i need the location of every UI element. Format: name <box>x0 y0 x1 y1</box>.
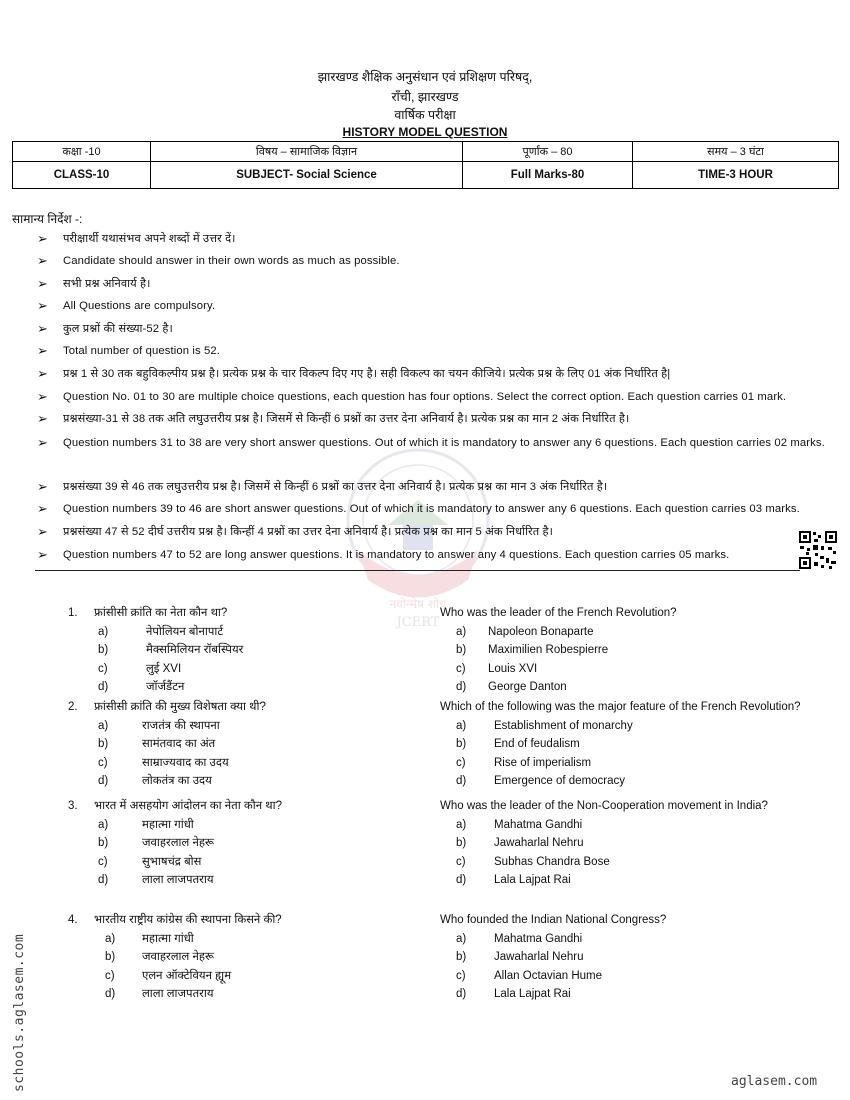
option-text-english: Mahatma Gandhi <box>494 932 583 945</box>
arrow-bullet-icon: ➢ <box>37 253 48 268</box>
option-text-hindi: महात्मा गांधी <box>142 932 194 945</box>
option-letter-hindi: c) <box>98 662 108 675</box>
option-text-english: Napoleon Bonaparte <box>488 625 594 638</box>
option-letter-hindi: d) <box>105 988 116 1001</box>
instruction-item: कुल प्रश्नों की संख्या-52 है। <box>63 323 173 335</box>
option-letter-hindi: c) <box>98 855 108 868</box>
question-text-hindi: फ्रांसीसी क्रांति का नेता कौन था? <box>94 607 228 619</box>
option-text-hindi: मैक्समिलियन रॉबस्पियर <box>146 644 244 657</box>
option-letter-english: d) <box>456 874 467 887</box>
option-text-english: Lala Lajpat Rai <box>494 988 571 1001</box>
option-letter-english: b) <box>456 951 467 964</box>
option-text-hindi: जॉर्जडैंटन <box>146 681 185 694</box>
instruction-item: प्रश्नसंख्या 39 से 46 तक लघुउत्तरीय प्रश्न है। जिसमें से किन्हीं 6 प्रश्नों का उत्तर देना अनिवार्य है। प्रत्येक प्रश्न का मान 3 अंक निर्धारित है। <box>63 481 608 493</box>
question-text-hindi: भारत में असहयोग आंदोलन का नेता कौन था? <box>94 800 283 812</box>
arrow-bullet-icon: ➢ <box>37 366 48 381</box>
header-exam-type: वार्षिक परीक्षा <box>394 108 456 122</box>
option-text-hindi: राजतंत्र की स्थापना <box>142 719 220 732</box>
option-letter-english: a) <box>456 818 467 831</box>
question-text-english: Who founded the Indian National Congress? <box>440 914 667 926</box>
question-number: 3. <box>68 800 78 812</box>
option-text-hindi: जवाहरलाल नेहरू <box>142 837 214 850</box>
exam-info-table <box>12 141 839 189</box>
option-letter-hindi: c) <box>105 969 115 982</box>
option-letter-hindi: b) <box>105 951 116 964</box>
option-text-hindi: एलन ऑक्टेवियन ह्यूम <box>142 969 232 982</box>
question-text-english: Who was the leader of the Non-Cooperation movement in India? <box>440 800 768 812</box>
option-text-hindi: लाला लाजपतराय <box>142 874 214 887</box>
option-letter-english: d) <box>456 681 467 694</box>
instruction-item: सभी प्रश्न अनिवार्य है। <box>63 278 151 290</box>
option-text-hindi: लाला लाजपतराय <box>142 988 214 1001</box>
question-text-hindi: भारतीय राष्ट्रीय कांग्रेस की स्थापना किसने की? <box>94 914 282 926</box>
option-text-hindi: लोकतंत्र का उदय <box>142 775 212 788</box>
arrow-bullet-icon: ➢ <box>37 276 48 291</box>
footer-site: aglasem.com <box>731 1074 818 1089</box>
instruction-item: Question numbers 47 to 52 are long answer questions. It is mandatory to answer any 4 questions. Each question carries 05 marks. <box>63 549 730 561</box>
arrow-bullet-icon: ➢ <box>37 343 48 358</box>
option-letter-english: c) <box>456 855 466 868</box>
instruction-item: प्रश्नसंख्या-31 से 38 तक अति लघुउत्तरीय प्रश्न है। जिसमें से किन्हीं 6 प्रश्नों का उत्तर देना अनिवार्य है। प्रत्येक प्रश्न का मान 2 अंक निर्धारित है। <box>63 413 630 425</box>
option-letter-hindi: d) <box>98 874 109 887</box>
option-letter-english: a) <box>456 625 467 638</box>
instruction-item: Question No. 01 to 30 are multiple choice questions, each question has four options. Select the correct option. Each question carries 01 mark. <box>63 391 787 403</box>
arrow-bullet-icon: ➢ <box>37 435 48 450</box>
question-text-english: Who was the leader of the French Revolution? <box>440 607 677 619</box>
info-row-english <box>13 162 839 189</box>
info-time-en: TIME-3 HOUR <box>633 162 839 189</box>
instruction-item: Question numbers 31 to 38 are very short answer questions. Out of which it is mandatory to answer any 6 questions. Each question carries 02 marks. <box>63 437 825 449</box>
option-letter-english: a) <box>456 719 467 732</box>
option-letter-hindi: d) <box>98 775 109 788</box>
side-site-text: schools.aglasem.com <box>12 933 27 1092</box>
arrow-bullet-icon: ➢ <box>37 501 48 516</box>
option-text-english: Subhas Chandra Bose <box>494 855 610 868</box>
option-letter-hindi: b) <box>98 837 109 850</box>
info-marks-hi: पूर्णांक – 80 <box>463 142 633 162</box>
option-letter-hindi: a) <box>98 818 109 831</box>
option-text-hindi: जवाहरलाल नेहरू <box>142 951 214 964</box>
option-text-hindi: साम्राज्यवाद का उदय <box>142 756 229 769</box>
option-letter-hindi: c) <box>98 756 108 769</box>
document-title: HISTORY MODEL QUESTION <box>342 125 508 139</box>
option-text-english: Rise of imperialism <box>494 756 592 769</box>
instruction-item: Total number of question is 52. <box>63 345 220 357</box>
option-letter-english: a) <box>456 932 467 945</box>
option-text-english: Establishment of monarchy <box>494 719 633 732</box>
watermark-text-2: JCERT <box>396 615 440 630</box>
option-letter-hindi: a) <box>98 719 109 732</box>
option-text-english: Jawaharlal Nehru <box>494 837 584 850</box>
option-letter-hindi: b) <box>98 644 109 657</box>
arrow-bullet-icon: ➢ <box>37 547 48 562</box>
arrow-bullet-icon: ➢ <box>37 479 48 494</box>
option-letter-hindi: a) <box>98 625 109 638</box>
instruction-item: प्रश्नसंख्या 47 से 52 दीर्घ उत्तरीय प्रश्न है। किन्हीं 4 प्रश्नों का उत्तर देना अनिवार्य है। प्रत्येक प्रश्न का मान 5 अंक निर्धारित है। <box>63 526 554 538</box>
arrow-bullet-icon: ➢ <box>37 411 48 426</box>
option-text-english: End of feudalism <box>494 738 580 751</box>
option-letter-english: c) <box>456 662 466 675</box>
arrow-bullet-icon: ➢ <box>37 298 48 313</box>
arrow-bullet-icon: ➢ <box>37 524 48 539</box>
section-divider <box>35 570 800 571</box>
option-letter-hindi: a) <box>105 932 116 945</box>
question-text-hindi: फ्रांसीसी क्रांति की मुख्य विशेषता क्या थी? <box>94 701 266 713</box>
option-text-english: George Danton <box>488 681 567 694</box>
info-subject-en: SUBJECT- Social Science <box>151 162 463 189</box>
option-letter-english: b) <box>456 738 467 751</box>
arrow-bullet-icon: ➢ <box>37 231 48 246</box>
option-letter-english: c) <box>456 969 466 982</box>
option-text-hindi: महात्मा गांधी <box>142 818 194 831</box>
option-letter-hindi: d) <box>98 681 109 694</box>
info-class-en: CLASS-10 <box>13 162 151 189</box>
option-letter-english: b) <box>456 837 467 850</box>
question-number: 1. <box>68 607 78 619</box>
option-text-hindi: लुई XVI <box>146 662 182 675</box>
arrow-bullet-icon: ➢ <box>37 389 48 404</box>
option-text-english: Allan Octavian Hume <box>494 969 603 982</box>
instruction-item: परीक्षार्थी यथासंभव अपने शब्दों में उत्तर दें। <box>63 233 236 245</box>
option-text-english: Jawaharlal Nehru <box>494 951 584 964</box>
option-letter-english: d) <box>456 988 467 1001</box>
option-text-english: Mahatma Gandhi <box>494 818 583 831</box>
instruction-item: Candidate should answer in their own words as much as possible. <box>63 255 400 267</box>
option-letter-english: d) <box>456 775 467 788</box>
question-text-english: Which of the following was the major feature of the French Revolution? <box>440 701 801 713</box>
info-time-hi: समय – 3 घंटा <box>633 142 839 162</box>
option-letter-hindi: b) <box>98 738 109 751</box>
option-text-english: Emergence of democracy <box>494 775 626 788</box>
question-number: 4. <box>68 914 78 926</box>
option-letter-english: c) <box>456 756 466 769</box>
header-council-name: झारखण्ड शैक्षिक अनुसंधान एवं प्रशिक्षण परिषद्, <box>317 70 533 84</box>
info-subject-hi: विषय – सामाजिक विज्ञान <box>151 142 463 162</box>
option-text-english: Louis XVI <box>488 662 538 675</box>
option-text-hindi: सुभाषचंद्र बोस <box>142 855 202 868</box>
question-number: 2. <box>68 701 78 713</box>
instruction-item: Question numbers 39 to 46 are short answer questions. Out of which it is mandatory to answer any 6 questions. Each question carries 03 marks. <box>63 503 800 515</box>
option-letter-english: b) <box>456 644 467 657</box>
arrow-bullet-icon: ➢ <box>37 321 48 336</box>
instructions-heading: सामान्य निर्देश -: <box>12 212 83 226</box>
qr-code-icon <box>798 530 838 570</box>
watermark-text-1: नवोन्मेष शोध <box>389 597 447 611</box>
option-text-hindi: नेपोलियन बोनापार्ट <box>146 625 224 638</box>
info-marks-en: Full Marks-80 <box>463 162 633 189</box>
instruction-item: All Questions are compulsory. <box>63 300 216 312</box>
info-class-hi: कक्षा -10 <box>13 142 151 162</box>
option-text-hindi: सामंतवाद का अंत <box>142 738 216 751</box>
info-row-hindi <box>13 142 839 162</box>
option-text-english: Maximilien Robespierre <box>488 644 609 657</box>
instruction-item: प्रश्न 1 से 30 तक बहुविकल्पीय प्रश्न है। प्रत्येक प्रश्न के चार विकल्प दिए गए है। सही विकल्प का चयन कीजिये। प्रत्येक प्रश्न के लिए 01 अंक निर्धारित है| <box>63 368 671 380</box>
header-location: राँची, झारखण्ड <box>391 90 459 104</box>
option-text-english: Lala Lajpat Rai <box>494 874 571 887</box>
